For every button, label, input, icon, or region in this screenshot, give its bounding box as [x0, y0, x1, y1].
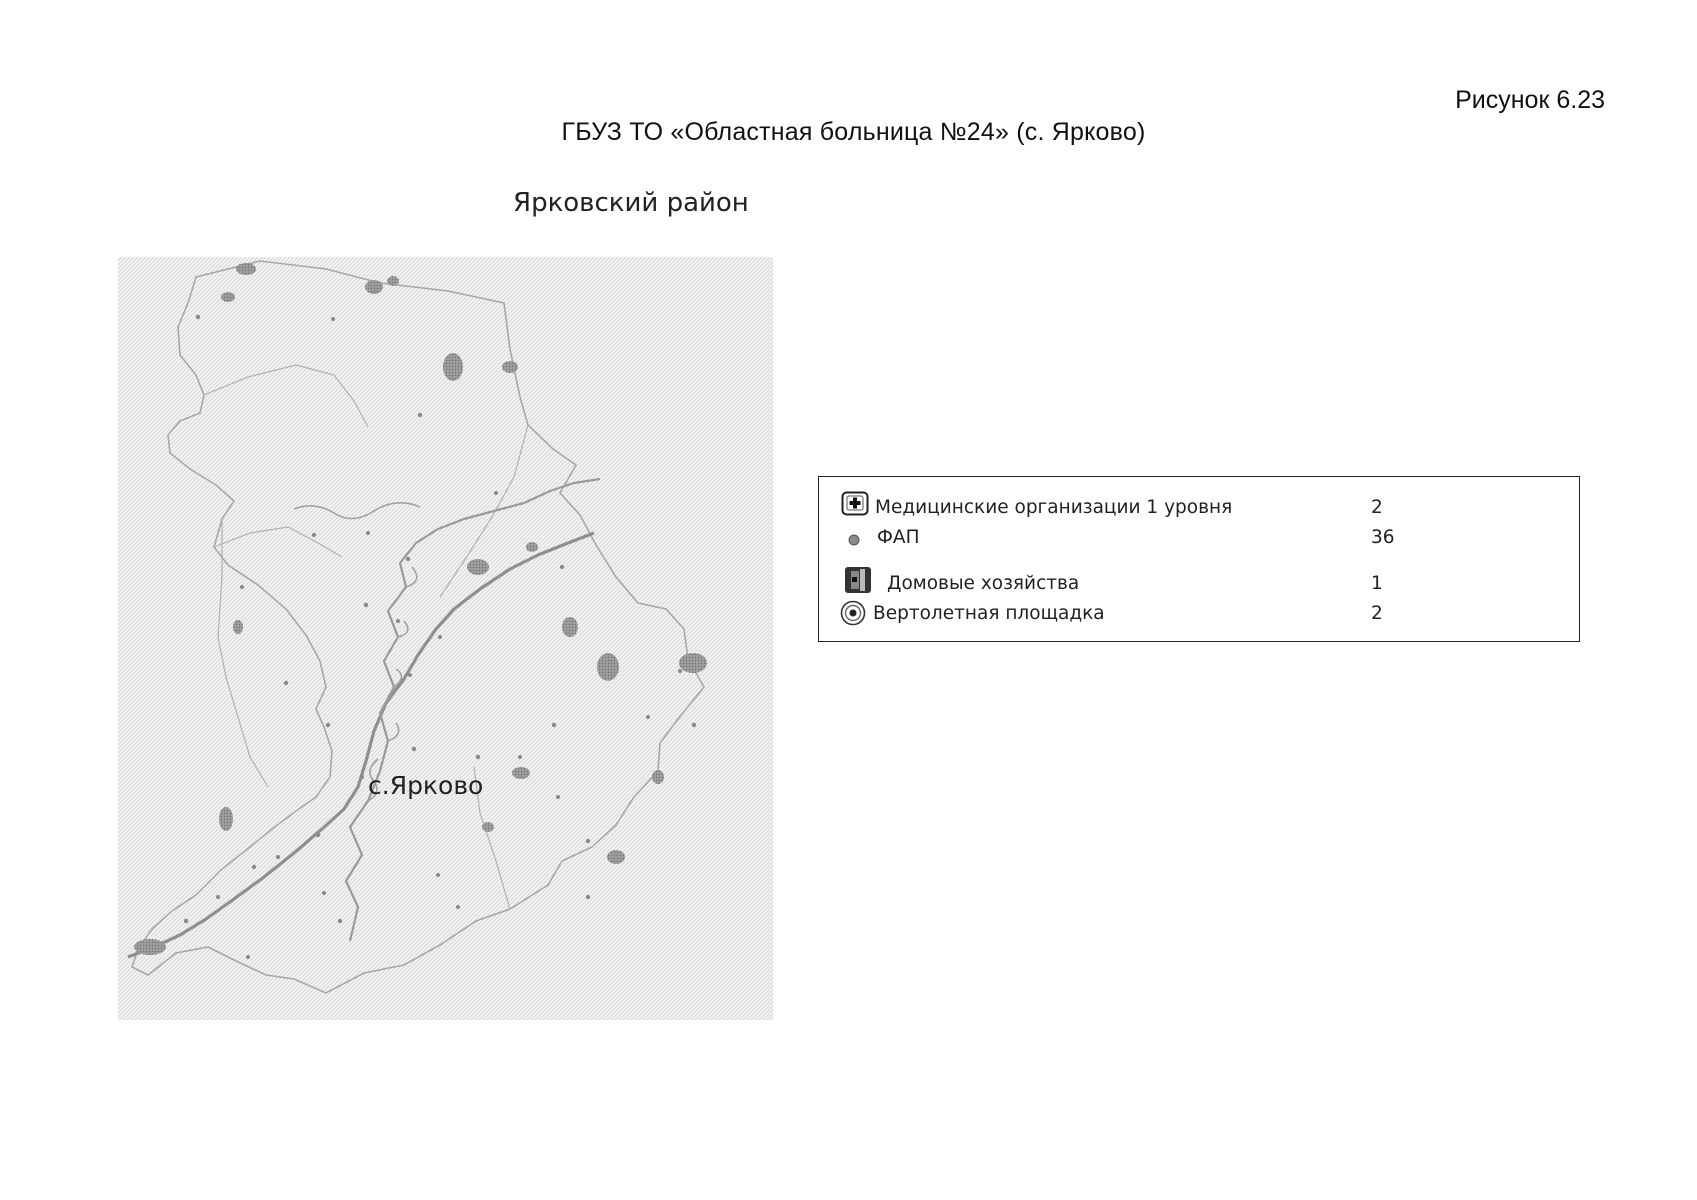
legend-row-household: [819, 569, 1579, 599]
legend-label: Вертолетная площадка: [873, 603, 1105, 624]
legend-label: ФАП: [877, 527, 920, 548]
figure-title: ГБУЗ ТО «Областная больница №24» (с. Ярково): [561, 118, 1146, 146]
legend-count: 2: [1371, 603, 1383, 624]
helipad-icon: [839, 599, 867, 632]
district-map-svg: [118, 257, 773, 1020]
figure-number: Рисунок 6.23: [1455, 86, 1605, 114]
hospital-cross-icon: [841, 491, 869, 522]
map-legend: [818, 476, 1580, 642]
legend-label: Медицинские организации 1 уровня: [875, 497, 1233, 518]
legend-count: 1: [1371, 573, 1383, 594]
district-map: [118, 257, 773, 1020]
legend-label: Домовые хозяйства: [887, 573, 1080, 594]
map-title: Ярковский район: [513, 188, 749, 218]
legend-row-helipad: [819, 599, 1579, 629]
legend-count: 2: [1371, 497, 1383, 518]
legend-count: 36: [1371, 527, 1395, 548]
settlement-label: с.Ярково: [368, 771, 484, 800]
fap-dot-icon: [847, 531, 861, 552]
household-icon: [843, 565, 873, 600]
legend-row-fap: [819, 523, 1579, 553]
legend-row-medical: [819, 493, 1579, 523]
